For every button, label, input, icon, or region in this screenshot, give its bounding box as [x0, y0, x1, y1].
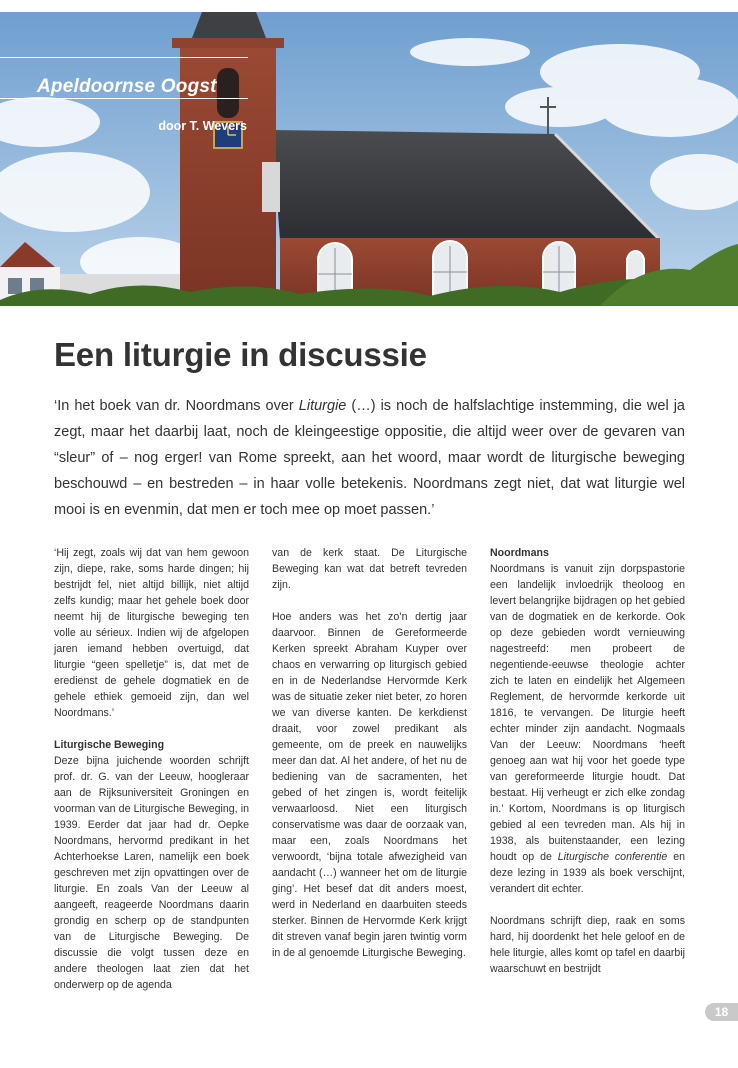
article-title: Een liturgie in discussie [54, 336, 427, 373]
col1-heading: Liturgische Beweging [54, 739, 165, 751]
col3-heading: Noordmans [490, 547, 549, 559]
col1-paragraph-2: Deze bijna juichende woorden schrijft prof. dr. G. van der Leeuw, hoogleraar aan de Rijksuniversiteit Groningen en voorman van de Liturgische Beweging, in 1939. Eerder dat jaar had dr. Oepke Noordmans, hervormd predikant in het Achterhoekse Laren, namelijk een boek geschreven met zijn opvattingen over de liturgie. En zoals Van der Leeuw al aangeeft, reageerde Noordmans daarin grondig en scherp op de standpunten van de Liturgische Beweging. De discussie die volgt tussen deze en andere theologen laat zien dat het onderwerp op de agenda [54, 755, 249, 991]
byline: door T. Wevers [158, 119, 247, 133]
intro-text-end: (…) is noch de halfslachtige instemming, die wel ja zegt, maar het daarbij laat, noch de kleingeestige oppositie, die altijd weer over de gevaren van “sleur” of – nog erger! van Rome spreekt, aan het woord, maar wordt de liturgische beweging beschouwd – en bestreden – in haar volle betekenis. Noordmans zegt niet, dat wat liturgie wel mooi is en evenmin, dat men er toch mee op moet passen.’ [54, 398, 685, 518]
series-rule-bottom [0, 98, 248, 99]
col3-text-end: en deze lezing in 1939 als boek verschijnt, verandert dit echter. [490, 851, 685, 895]
column-2 [272, 545, 467, 961]
col1-paragraph-1: ‘Hij zegt, zoals wij dat van hem gewoon zijn, diepe, rake, soms harde dingen; hij bestrijdt fel, niet altijd billijk, niet altijd zelfs kundig; maar het gehele boek door neemt hij de liturgische beweging ten volle au sérieux. Indien wij de afgelopen jaren iemand hebben overtuigd, dat liturgie “geen spelletje” is, dat met de eredienst de gehele dogmatiek en de gehele ethiek gemoeid zijn, dan wel Noordmans.’ [54, 547, 249, 719]
series-title: Apeldoornse Oogst [37, 76, 217, 97]
col2-paragraph-2: Hoe anders was het zo’n dertig jaar daarvoor. Binnen de Gereformeerde Kerken spreekt Abraham Kuyper over chaos en verwarring op liturgisch gebied en in de Nederlandse Hervormde Kerk was de situatie zeker niet beter, zo horen we van diverse kanten. De kerkdienst draait, voor zowel predikant als gemeente, om de preek en nauwelijks meer dan dat. Al het andere, of het nu de bediening van de sacramenten, het gebed of het zingen is, wordt feitelijk verwaarloosd. Niet een liturgisch conservatisme was daar de oorzaak van, maar een, zoals Noordmans het verwoordt, ‘bijna totale afwezigheid van aandacht (…) wanneer het om de liturgie ging’. Het besef dat dit anders moest, werd in Nederland en daarbuiten steeds sterker. Binnen de Hervormde Kerk krijgt dit streven vanaf begin jaren twintig vorm in de al genoemde Liturgische Beweging. [272, 611, 467, 959]
column-3 [490, 545, 685, 977]
series-rule-top [0, 57, 248, 58]
col3-conference-name: Liturgische conferentie [557, 851, 668, 863]
article-intro [54, 393, 685, 523]
intro-book-title: Liturgie [298, 398, 347, 414]
header-photo [0, 12, 738, 306]
col3-paragraph-2: Noordmans schrijft diep, raak en soms hard, hij doordenkt het hele geloof en de hele liturgie, alles komt op tafel en daarbij waarschuwt en bestrijdt [490, 915, 685, 975]
intro-text-start: ‘In het boek van dr. Noordmans over [54, 398, 299, 414]
col2-paragraph-1: van de kerk staat. De Liturgische Beweging kan wat dat betreft tevreden zijn. [272, 547, 467, 591]
col3-text-start: Noordmans is vanuit zijn dorpspastorie een landelijk invloedrijk theoloog en levert belangrijke bijdragen op het gebied van de dogmatiek en de kerkorde. Ook op deze gebieden wordt vernieuwing nagestreefd: men probeert de negentiende-eeuwse theologie achter zich te laten en eindelijk het Algemeen Reglement, de hervormde kerkorde uit 1816, te vervangen. De liturgie heeft echter minder zijn aandacht. Nogmaals Van der Leeuw: Noordmans ‘heeft genoeg aan wat hij voor het goede type van gereformeerde liturgie houdt. Dat bestaat. Hij verheugt er zich elke zondag in.’ Kortom, Noordmans is op liturgisch gebied al een tevreden man. Als hij in 1938, als buitenstaander, een lezing houdt op de [490, 563, 685, 863]
col3-paragraph-1 [490, 561, 685, 897]
page-number: 18 [705, 1003, 738, 1021]
column-1 [54, 545, 249, 993]
